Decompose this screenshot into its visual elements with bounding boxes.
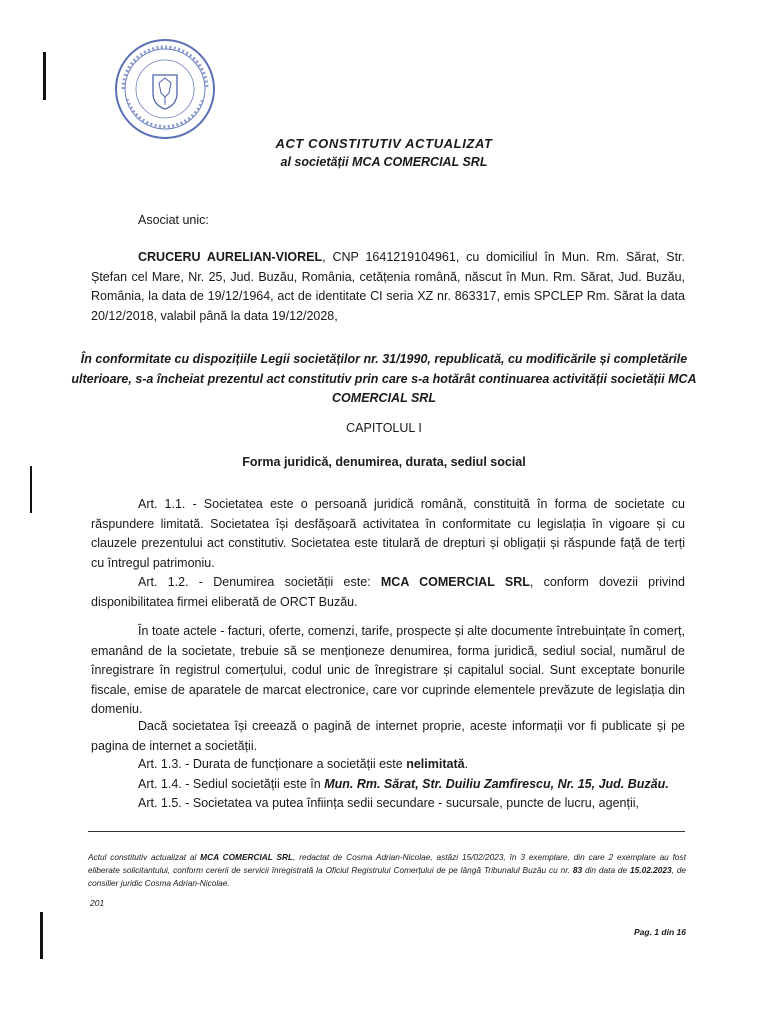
article-1-4 <box>91 775 685 795</box>
document-subtitle: al societății MCA COMERCIAL SRL <box>280 155 488 169</box>
document-number: 201 <box>90 898 105 908</box>
asociat-details: , CNP 1641219104961, cu domiciliul în Mun. Rm. Sărat, Str. Ștefan cel Mare, Nr. 25, Jud. Buzău, România, cetățenia română, născut în Mun. Rm. Sărat, Jud. Buzău, România, la data de 19/12/1964, act de identitate CI seria XZ nr. 863317, emis SPCLEP Rm. Sărat la data 20/12/2018, valabil până la data 19/12/2028, <box>91 250 685 323</box>
article-1-4-address: Mun. Rm. Sărat, Str. Duiliu Zamfirescu, Nr. 15, Jud. Buzău. <box>324 777 669 791</box>
footer-text-3: din data de <box>582 864 631 875</box>
footer-note <box>88 851 686 889</box>
article-1-4-text: Art. 1.4. - Sediul societății este în <box>138 777 325 791</box>
page-number: Pag. 1 din 16 <box>634 927 686 937</box>
margin-mark-top <box>43 52 46 100</box>
article-1-2-company: MCA COMERCIAL SRL <box>380 575 530 589</box>
footer-company: MCA COMERCIAL SRL <box>200 852 294 862</box>
footer-date: 15.02.2023 <box>630 864 672 875</box>
asociat-paragraph <box>91 248 685 326</box>
footer-text-4: , de consilier juridic Cosma Adrian-Nicolae. <box>88 864 686 888</box>
article-1-5: Art. 1.5. - Societatea va putea înființa sedii secundare - sucursale, puncte de lucru, agenții, <box>138 796 639 810</box>
article-1-3 <box>91 755 685 775</box>
footer-text-1: Actul constitutiv actualizat al <box>88 852 201 862</box>
preamble: În conformitate cu dispozițiile Legii societăților nr. 31/1990, republicată, cu modificările și completările ulterioare, s-a încheiat prezentul act constitutiv prin care s-a hotărât continuarea activității societății MCA COMERCIAL SRL <box>71 352 697 405</box>
article-1-3-end: . <box>464 757 469 771</box>
article-1-2 <box>91 573 685 612</box>
article-1-1: Art. 1.1. - Societatea este o persoană juridică română, constituită în forma de societate cu răspundere limitată. Societatea își desfășoară activitatea în conformitate cu legislația în vigoare și cu clauzele prezentului act constitutiv. Societatea este titulară de drepturi și obligații și răspunde față de terți cu întregul patrimoniu. <box>91 497 685 570</box>
article-1-2-suffix: , conform dovezii privind disponibilitatea firmei eliberată de ORCT Buzău. <box>91 575 685 609</box>
asociat-label: Asociat unic: <box>138 213 209 227</box>
footer-request-number: 83 <box>572 864 583 875</box>
paragraph-acte: În toate actele - facturi, oferte, comenzi, tarife, prospecte și alte documente întrebuințate în comerț, emanând de la societate, trebuie să se menționeze denumirea, forma juridică, sediul social, numărul de înregistrare în registrul comerțului, codul unic de înregistrare și capitalul social. Sunt exceptate bonurile fiscale, emise de aparatele de marcat electronice, care vor cuprinde elementele prevăzute de legislația din domeniu. <box>91 624 685 717</box>
document-title: ACT CONSTITUTIV ACTUALIZAT <box>275 136 493 151</box>
registry-seal <box>113 35 217 143</box>
margin-mark-middle <box>30 466 32 513</box>
article-1-3-duration: nelimitată <box>406 757 465 771</box>
chapter-label: CAPITOLUL I <box>346 421 422 435</box>
footer-divider <box>88 831 685 832</box>
margin-mark-bottom <box>40 912 43 959</box>
article-1-3-text: Art. 1.3. - Durata de funcționare a societății este <box>138 757 407 771</box>
asociat-name: CRUCERU AURELIAN-VIOREL <box>138 250 323 264</box>
paragraph-internet: Dacă societatea își creează o pagină de internet proprie, aceste informații vor fi publicate și pe pagina de internet a societății. <box>91 719 685 753</box>
footer-text-2: , redactat de Cosma Adrian-Nicolae, astăzi 15/02/2023, în 3 exemplare, din care 2 exemplare au fost eliberate solicitantului, conform cererii de servicii înregistrată la Oficiul Registrului Comerțului de pe lângă Tribunalul Buzău cu nr. <box>88 852 686 875</box>
article-1-2-text: Art. 1.2. - Denumirea societății este: <box>138 575 381 589</box>
chapter-heading: Forma juridică, denumirea, durata, sediul social <box>242 455 526 469</box>
